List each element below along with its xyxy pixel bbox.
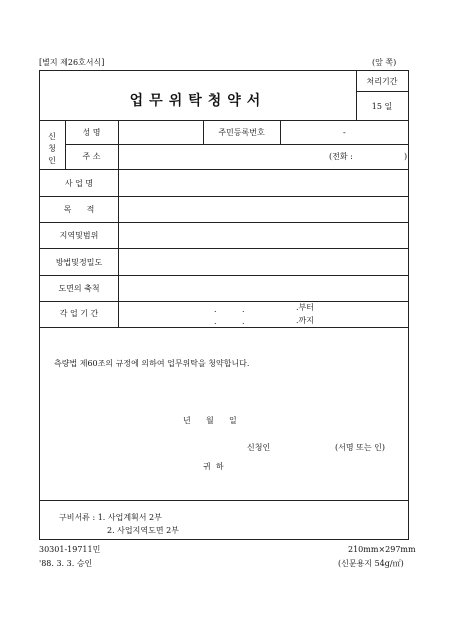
work-period-label: 각 업 기 간 — [59, 309, 99, 318]
divider — [40, 500, 408, 501]
application-statement: 측량법 제60조의 규정에 의하여 업무위탁을 청약합니다. — [54, 359, 250, 368]
divider — [40, 169, 408, 170]
application-form — [39, 70, 409, 540]
period-to: .까지 — [296, 316, 314, 325]
divider — [40, 222, 408, 223]
divider — [40, 301, 408, 302]
signer-label: 신청인 — [247, 443, 271, 452]
divider — [40, 275, 408, 276]
form-code: 30301-19711민 — [39, 545, 101, 554]
phone-close: ) — [404, 152, 408, 161]
purpose-label: 목 적 — [63, 205, 95, 214]
approval-date: '88. 3. 3. 승인 — [39, 559, 93, 568]
form-number: [별지 제26호서식] — [39, 58, 105, 67]
paper-size: 210mm×297mm — [348, 545, 416, 554]
processing-period-value: 15 일 — [371, 102, 393, 111]
resident-number-label: 주민등록번호 — [218, 128, 265, 137]
date-line: 년 월 일 — [183, 416, 237, 425]
form-title: 업무위탁청약서 — [129, 93, 267, 109]
resident-number-dash: - — [343, 128, 346, 137]
applicant-label: 신청인 — [48, 132, 56, 165]
map-scale-label: 도면의 축척 — [58, 284, 100, 293]
period-start-date: . . — [214, 305, 245, 314]
period-end-date: . . — [214, 317, 245, 326]
divider — [40, 120, 408, 121]
divider — [40, 196, 408, 197]
divider — [356, 91, 408, 92]
divider — [65, 144, 408, 145]
address-label: 주 소 — [82, 152, 101, 161]
divider — [280, 120, 281, 144]
divider — [40, 248, 408, 249]
divider — [40, 327, 408, 328]
name-label: 성 명 — [82, 128, 101, 137]
phone-label: (전화 : — [329, 152, 353, 161]
processing-period-label: 처리기간 — [366, 77, 398, 86]
required-documents-item-1: 구비서류 : 1. 사업계획서 2부 — [59, 513, 162, 522]
paper-type: (신문용지 54g/㎡) — [338, 559, 404, 568]
required-documents-item-2: 2. 사업지역도면 2부 — [107, 526, 179, 535]
area-scope-label: 지역및범위 — [59, 231, 99, 240]
signature-label: (서명 또는 인) — [335, 443, 385, 452]
method-precision-label: 방법및정밀도 — [55, 258, 103, 267]
page-side-label: (앞 쪽) — [372, 58, 397, 67]
business-name-label: 사 업 명 — [64, 179, 94, 188]
addressee-label: 귀 하 — [203, 462, 224, 471]
period-from: .부터 — [296, 303, 314, 312]
